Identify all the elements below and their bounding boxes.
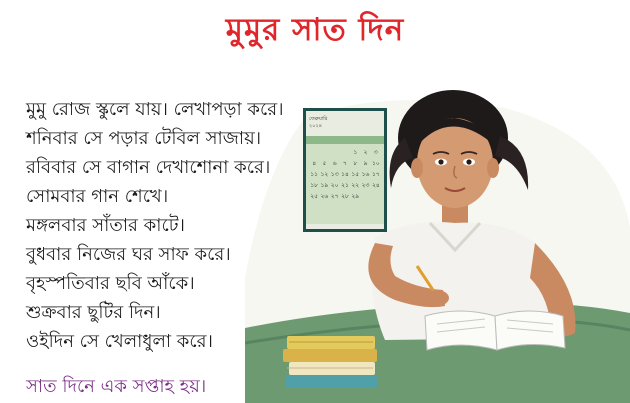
calendar-day [309,148,319,157]
calendar-day [360,192,370,201]
calendar-day: ১১ [310,171,319,178]
calendar-day: ১৯ [320,182,329,189]
calendar-day: ১৬ [361,171,370,178]
calendar-day: ৭ [343,160,347,167]
wall-calendar [303,108,387,232]
poem-lines [26,95,284,356]
poem-line: রবিবার সে বাগান দেখাশোনা করে। [26,157,271,178]
calendar-day: ২৫ [310,193,319,200]
calendar-day: ২৯ [351,193,360,200]
calendar-day: ২২ [351,182,360,189]
calendar-day: ২৩ [361,182,370,189]
calendar-day: ১৫ [351,171,360,178]
calendar-day: ১ [353,149,358,156]
calendar-day: ১৮ [310,182,319,189]
calendar-day: ১০ [371,160,380,167]
calendar-day: ১৪ [341,171,349,178]
calendar-day: ২৮ [341,193,349,200]
calendar-day [319,148,329,157]
calendar-day: ২৪ [371,182,380,189]
calendar-day: ৫ [322,160,327,167]
summary-line: সাত দিনে এক সপ্তাহ হয়। [26,376,207,397]
poem-line: মঙ্গলবার সাঁতার কাটে। [26,215,185,236]
calendar-day: ২ [363,149,368,156]
calendar-day: ৪ [312,160,317,167]
poem-line: শনিবার সে পড়ার টেবিল সাজায়। [26,128,262,149]
calendar-day [340,148,350,157]
calendar-day: ৯ [363,160,368,167]
calendar-day: ১৭ [371,171,380,178]
poem-line: ওইদিন সে খেলাধুলা করে। [26,331,213,352]
calendar-year: ২০২৪ [309,123,322,129]
poem-line: বৃহস্পতিবার ছবি আঁকে। [26,273,195,294]
poem-line: শুক্রবার ছুটির দিন। [26,302,161,323]
calendar-day: ১২ [320,171,329,178]
calendar-grid [309,148,381,201]
calendar-day [330,148,340,157]
calendar-day: ২৬ [320,193,329,200]
calendar-day: ৮ [353,160,358,167]
page-title: মুমুর সাত দিন [225,12,405,48]
calendar-day: ২০ [330,182,339,189]
poem-line: মুমু রোজ স্কুলে যায়। লেখাপড়া করে। [26,99,284,120]
calendar-day: ৬ [332,160,337,167]
calendar-day: ১৩ [330,171,339,178]
calendar-header [309,116,327,130]
calendar-day: ২১ [341,182,349,189]
calendar-month: ফেব্রুয়ারি [309,116,328,122]
poem-line: সোমবার গান শেখে। [26,186,169,207]
poem-line: বুধবার নিজের ঘর সাফ করে। [26,244,231,265]
calendar-day [371,192,381,201]
calendar-day: ৩ [373,149,378,156]
calendar-day: ২৭ [330,193,339,200]
